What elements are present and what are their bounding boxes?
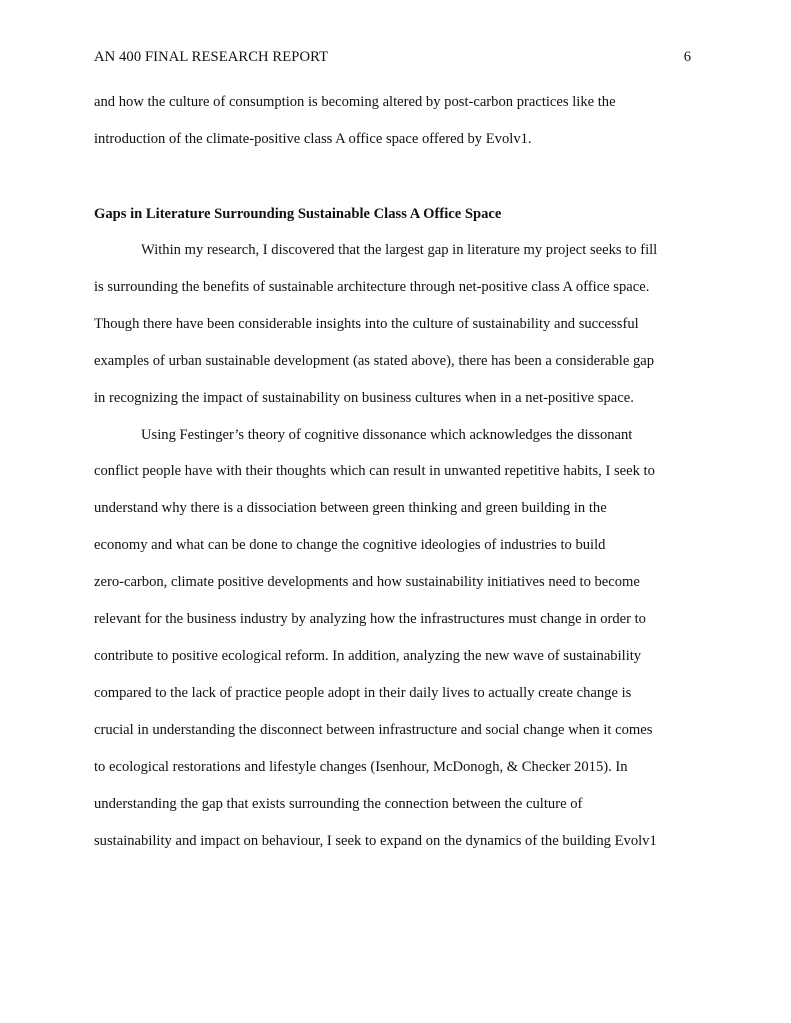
paragraph2-line-12: sustainability and impact on behaviour, I seek to expand on the dynamics of the building Evolv1 (94, 833, 657, 849)
intro-line-2: introduction of the climate-positive class A office space offered by Evolv1. (94, 131, 532, 147)
paragraph2-line-10: to ecological restorations and lifestyle changes (Isenhour, McDonogh, & Checker 2015). In (94, 759, 628, 775)
paragraph1-line-5: in recognizing the impact of sustainability on business cultures when in a net-positive space. (94, 390, 634, 406)
paragraph2-line-11: understanding the gap that exists surrounding the connection between the culture of (94, 796, 583, 812)
paragraph2-line-9: crucial in understanding the disconnect between infrastructure and social change when it comes (94, 722, 653, 738)
page-number: 6 (683, 49, 691, 65)
paragraph1-line-4: examples of urban sustainable development (as stated above), there has been a considerable gap (94, 353, 655, 369)
paragraph2-line-4: economy and what can be done to change the cognitive ideologies of industries to build (94, 537, 606, 553)
paragraph1-line-2: is surrounding the benefits of sustainable architecture through net-positive class A office space. (94, 279, 650, 295)
paragraph1-line-3: Though there have been considerable insights into the culture of sustainability and successful (94, 316, 639, 332)
paragraph1-line-1: Within my research, I discovered that the largest gap in literature my project seeks to fill (141, 242, 658, 258)
intro-line-1: and how the culture of consumption is becoming altered by post-carbon practices like the (94, 94, 616, 110)
section-heading: Gaps in Literature Surrounding Sustainable Class A Office Space (94, 206, 502, 222)
paragraph2-line-5: zero-carbon, climate positive developments and how sustainability initiatives need to become (94, 574, 640, 590)
running-head: AN 400 FINAL RESEARCH REPORT (94, 49, 329, 65)
paragraph2-line-7: contribute to positive ecological reform. In addition, analyzing the new wave of sustainability (94, 648, 642, 664)
paragraph2-line-2: conflict people have with their thoughts which can result in unwanted repetitive habits, I seek to (94, 463, 655, 479)
paragraph2-line-3: understand why there is a dissociation between green thinking and green building in the (94, 500, 607, 516)
paragraph2-line-8: compared to the lack of practice people adopt in their daily lives to actually create change is (94, 685, 632, 701)
paragraph2-line-1: Using Festinger’s theory of cognitive dissonance which acknowledges the dissonant (141, 427, 633, 443)
paragraph2-line-6: relevant for the business industry by analyzing how the infrastructures must change in order to (94, 611, 646, 627)
